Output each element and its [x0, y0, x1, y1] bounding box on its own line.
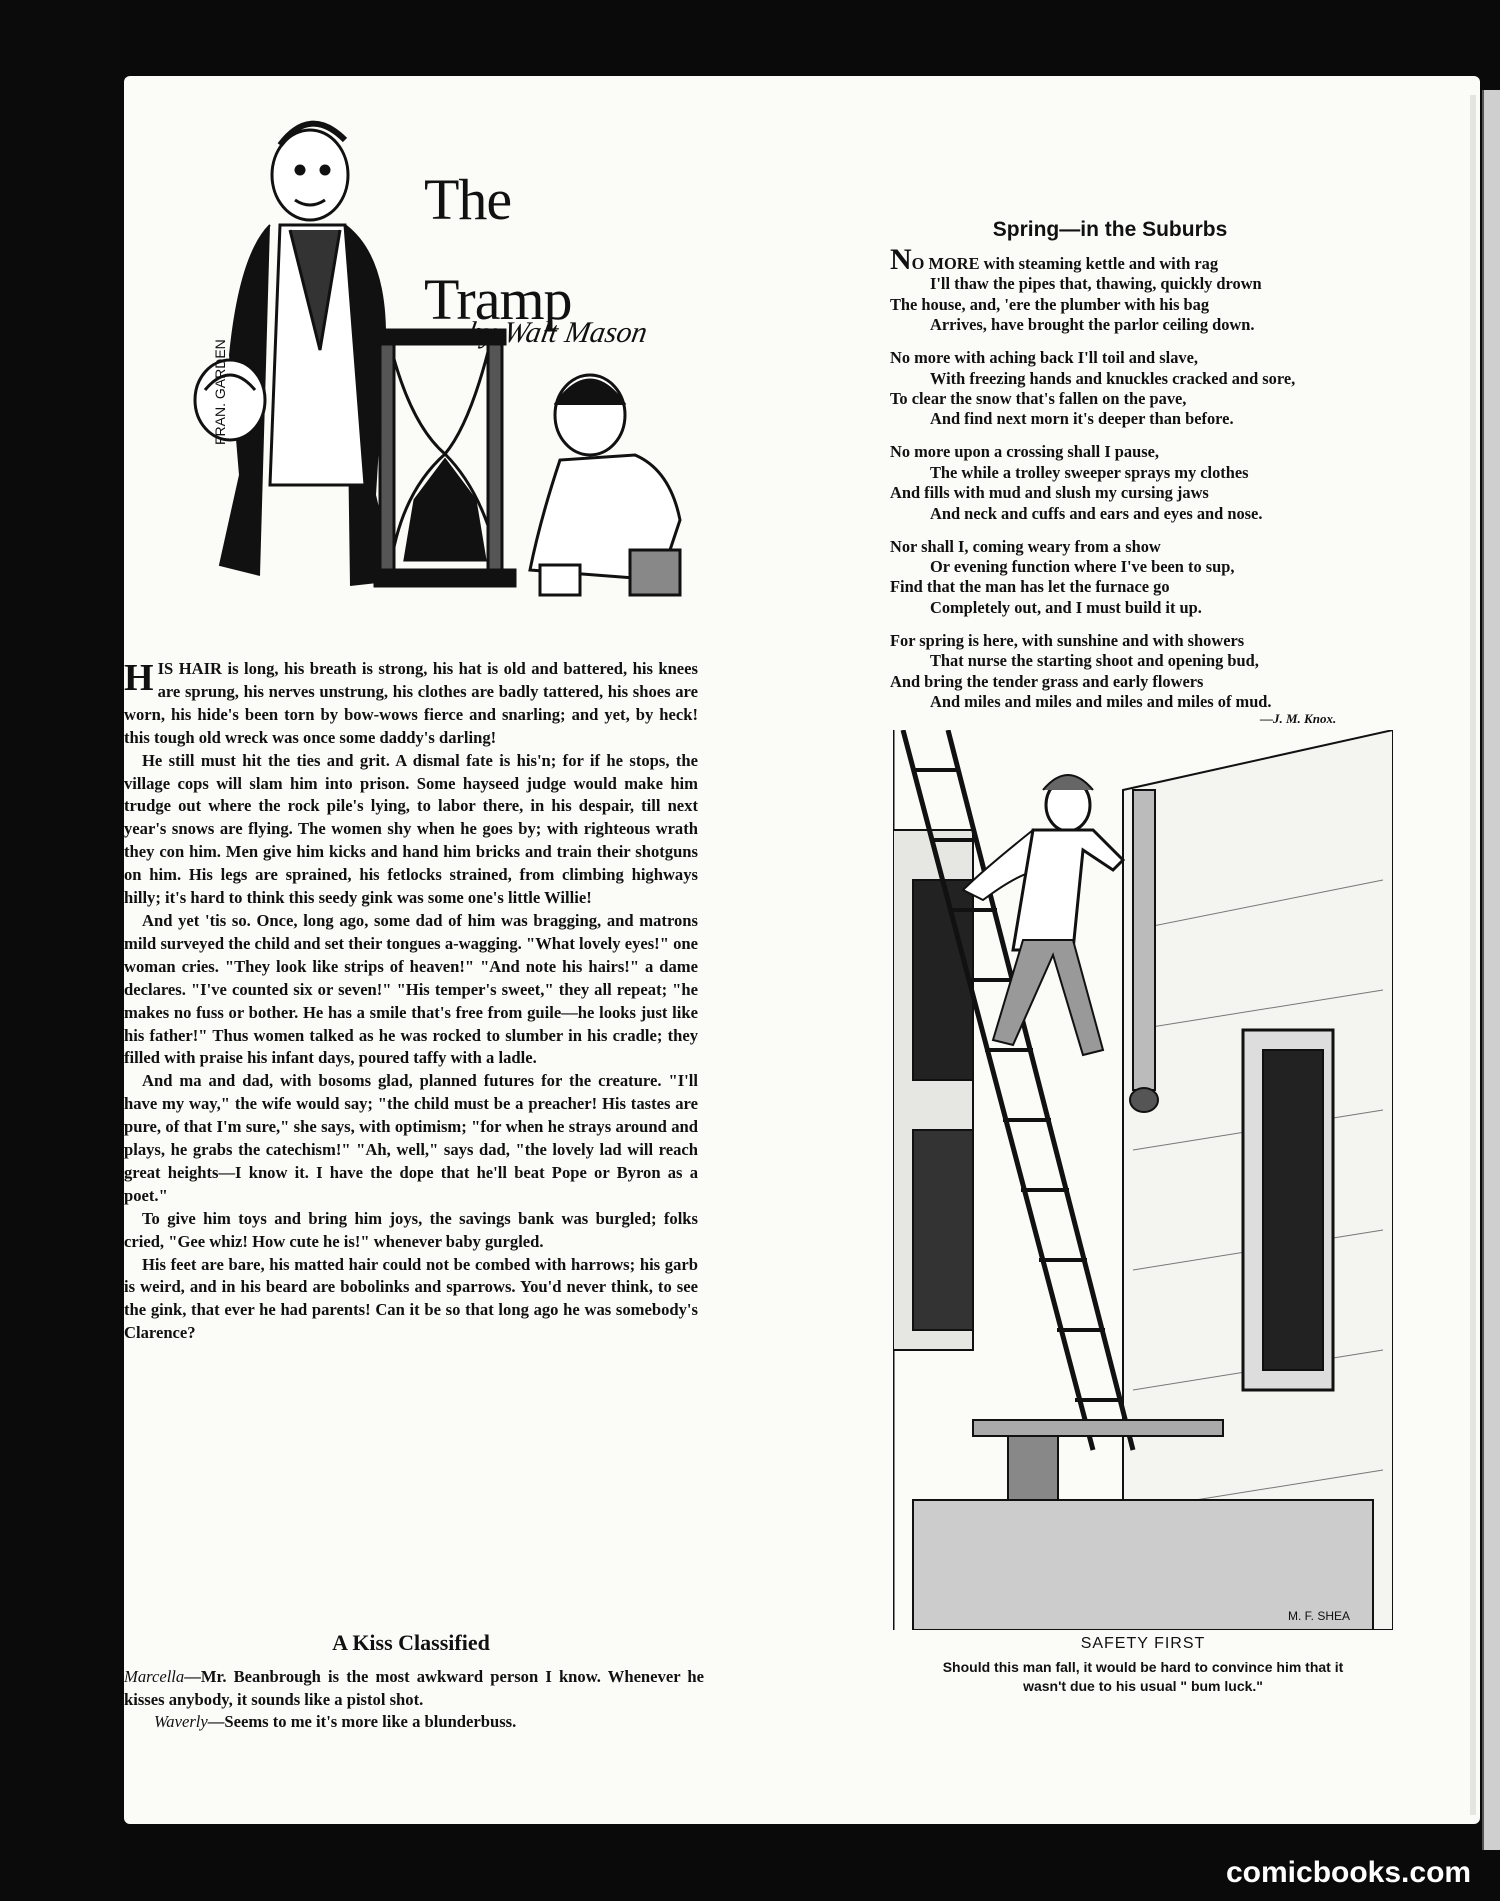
poem-line: The while a trolley sweeper sprays my clothes [930, 462, 1249, 482]
lead-caps: IS HAIR [157, 659, 223, 678]
next-page-edge [1482, 90, 1500, 1850]
poem-drop-cap: N [890, 243, 912, 276]
poem-line: And miles and miles and miles and miles of mud. [930, 692, 1272, 712]
cartoon-signature: M. F. SHEA [1288, 1609, 1351, 1623]
poem-line: And bring the tender grass and early flowers [890, 671, 1204, 691]
byline: by Walt Mason [465, 316, 650, 349]
stanza-4 [890, 537, 1430, 619]
caption-text [893, 1658, 1393, 1696]
poem-line: And neck and cuffs and ears and eyes and nose. [930, 503, 1263, 523]
poem-line: With freezing hands and knuckles cracked and sore, [930, 368, 1296, 388]
poem-line: To clear the snow that's fallen on the pave, [890, 389, 1187, 409]
stanza-5 [890, 631, 1430, 713]
poem-line: And find next morn it's deeper than before. [930, 409, 1234, 429]
caption-line-1: Should this man fall, it would be hard to convince him that it [942, 1659, 1344, 1675]
poem-title: Spring—in the Suburbs [992, 218, 1228, 241]
article-paragraph-4: And ma and dad, with bosoms glad, planned futures for the creature. "I'll have my way," the wife would say; "the child must be a preacher! His tastes are pure, of that I'm sure," she says, with optimism; "for when he strays around and plays, he grabs the catechism!" "Ah, well," says dad, "the lovely lad will reach great heights—I know it. I have the dope that he'll beat Pope or Byron as a poet." [124, 1071, 698, 1205]
poem-line: Nor shall I, coming weary from a show [890, 536, 1161, 556]
kiss-title: A Kiss Classified [332, 1630, 490, 1655]
article-paragraph-6: His feet are bare, his matted hair could not be combed with harrows; his garb is weird, and in his beard are bobolinks and sparrows. You'd never think, to see the gink, that ever he had parents! Can it be so that long ago he was somebody's Clarence? [124, 1254, 698, 1343]
poem-line: Arrives, have brought the parlor ceiling down. [930, 315, 1255, 335]
title-line-2: Tramp [424, 267, 572, 332]
scan-background-left [0, 0, 120, 1901]
poem-line: That nurse the starting shoot and opening bud, [930, 651, 1259, 671]
poem-line: Find that the man has let the furnace go [890, 577, 1170, 597]
poem-line: No more with aching back I'll toil and slave, [890, 348, 1198, 368]
article-body [124, 658, 698, 1345]
artist-signature: FRAN. GARDEN [212, 339, 228, 445]
poem-line: For spring is here, with sunshine and with showers [890, 630, 1245, 650]
poem-body [890, 243, 1430, 725]
stanza-1 [890, 243, 1430, 336]
article-paragraph-3: And yet 'tis so. Once, long ago, some dad of him was bragging, and matrons mild surveyed the child and set their tongues a-wagging. "What lovely eyes!" one woman cries. "They look like strips of heaven!" "And note his hairs!" a dame declares. "I've counted six or seven!" "His temper's sweet," they all repeat; "he makes no fuss or bother. He has a smile that's free from guile—he looks just like his father!" Thus women talked as he was rocked to slumber in his cradle; they filled with praise his infant days, poured taffy with a ladle. [124, 910, 698, 1068]
kiss-line-2-text: —Seems to me it's more like a blunderbuss. [207, 1712, 517, 1732]
stanza-3 [890, 442, 1430, 524]
article-paragraph-5: To give him toys and bring him joys, the savings bank was burgled; folks cried, "Gee whiz! How cute he is!" whenever baby gurgled. [124, 1208, 698, 1251]
poem-line: Completely out, and I must build it up. [930, 597, 1202, 617]
speaker-marcella: Marcella [124, 1667, 185, 1686]
caption-title: SAFETY FIRST [1080, 1635, 1206, 1652]
paragraph-1-text: is long, his breath is strong, his hat is old and battered, his knees are sprung, his nerves unstrung, his clothes are badly tattered, his shoes are worn, his hide's been torn by bow-wows fierce and snarling; and yet, by heck! this tough old wreck was once some daddy's darling! [124, 659, 698, 747]
poem-line-text: O MORE with steaming kettle and with rag [911, 254, 1219, 273]
poem-line: Or evening function where I've been to sup, [930, 557, 1235, 577]
stanza-2 [890, 348, 1430, 430]
article-paragraph-2: He still must hit the ties and grit. A dismal fate is his'n; for if he stops, the village cops will slam him into prison. Some hayseed judge would make him trudge out where the rock pile's lying, to labor there, in his despair, till next year's snows are flying. The women shy when he goes by; with righteous wrath they con him. Men give him kicks and hand him bricks and train their shotguns on him. His legs are sprained, his fetlocks strained, from climbing highways hilly; it's hard to think this seedy gink was some one's little Willie! [124, 750, 698, 908]
title-line-1: The [424, 167, 512, 232]
kiss-line-1 [124, 1666, 704, 1711]
watermark: comicbooks.com [1226, 1856, 1472, 1889]
caption-line-2: wasn't due to his usual " bum luck." [1023, 1678, 1263, 1694]
poem-author: —J. M. Knox. [1260, 711, 1337, 726]
poem-line: I'll thaw the pipes that, thawing, quickly drown [930, 274, 1262, 294]
kiss-line-1-text: —Mr. Beanbrough is the most awkward person I know. Whenever he kisses anybody, it sounds like a pistol shot. [124, 1667, 704, 1709]
poem-line: And fills with mud and slush my cursing jaws [890, 483, 1209, 503]
drop-cap: H [124, 657, 154, 699]
speaker-waverly: Waverly [154, 1712, 208, 1732]
safety-first-illustration [893, 730, 1393, 1630]
article-paragraph-1 [124, 658, 698, 750]
kiss-dialogue [124, 1666, 704, 1734]
poem-line: The house, and, 'ere the plumber with his bag [890, 294, 1210, 314]
poem-line [890, 243, 1430, 276]
poem-line: No more upon a crossing shall I pause, [890, 442, 1159, 462]
page-edge-shadow [1470, 95, 1476, 1815]
kiss-line-2 [124, 1711, 704, 1734]
